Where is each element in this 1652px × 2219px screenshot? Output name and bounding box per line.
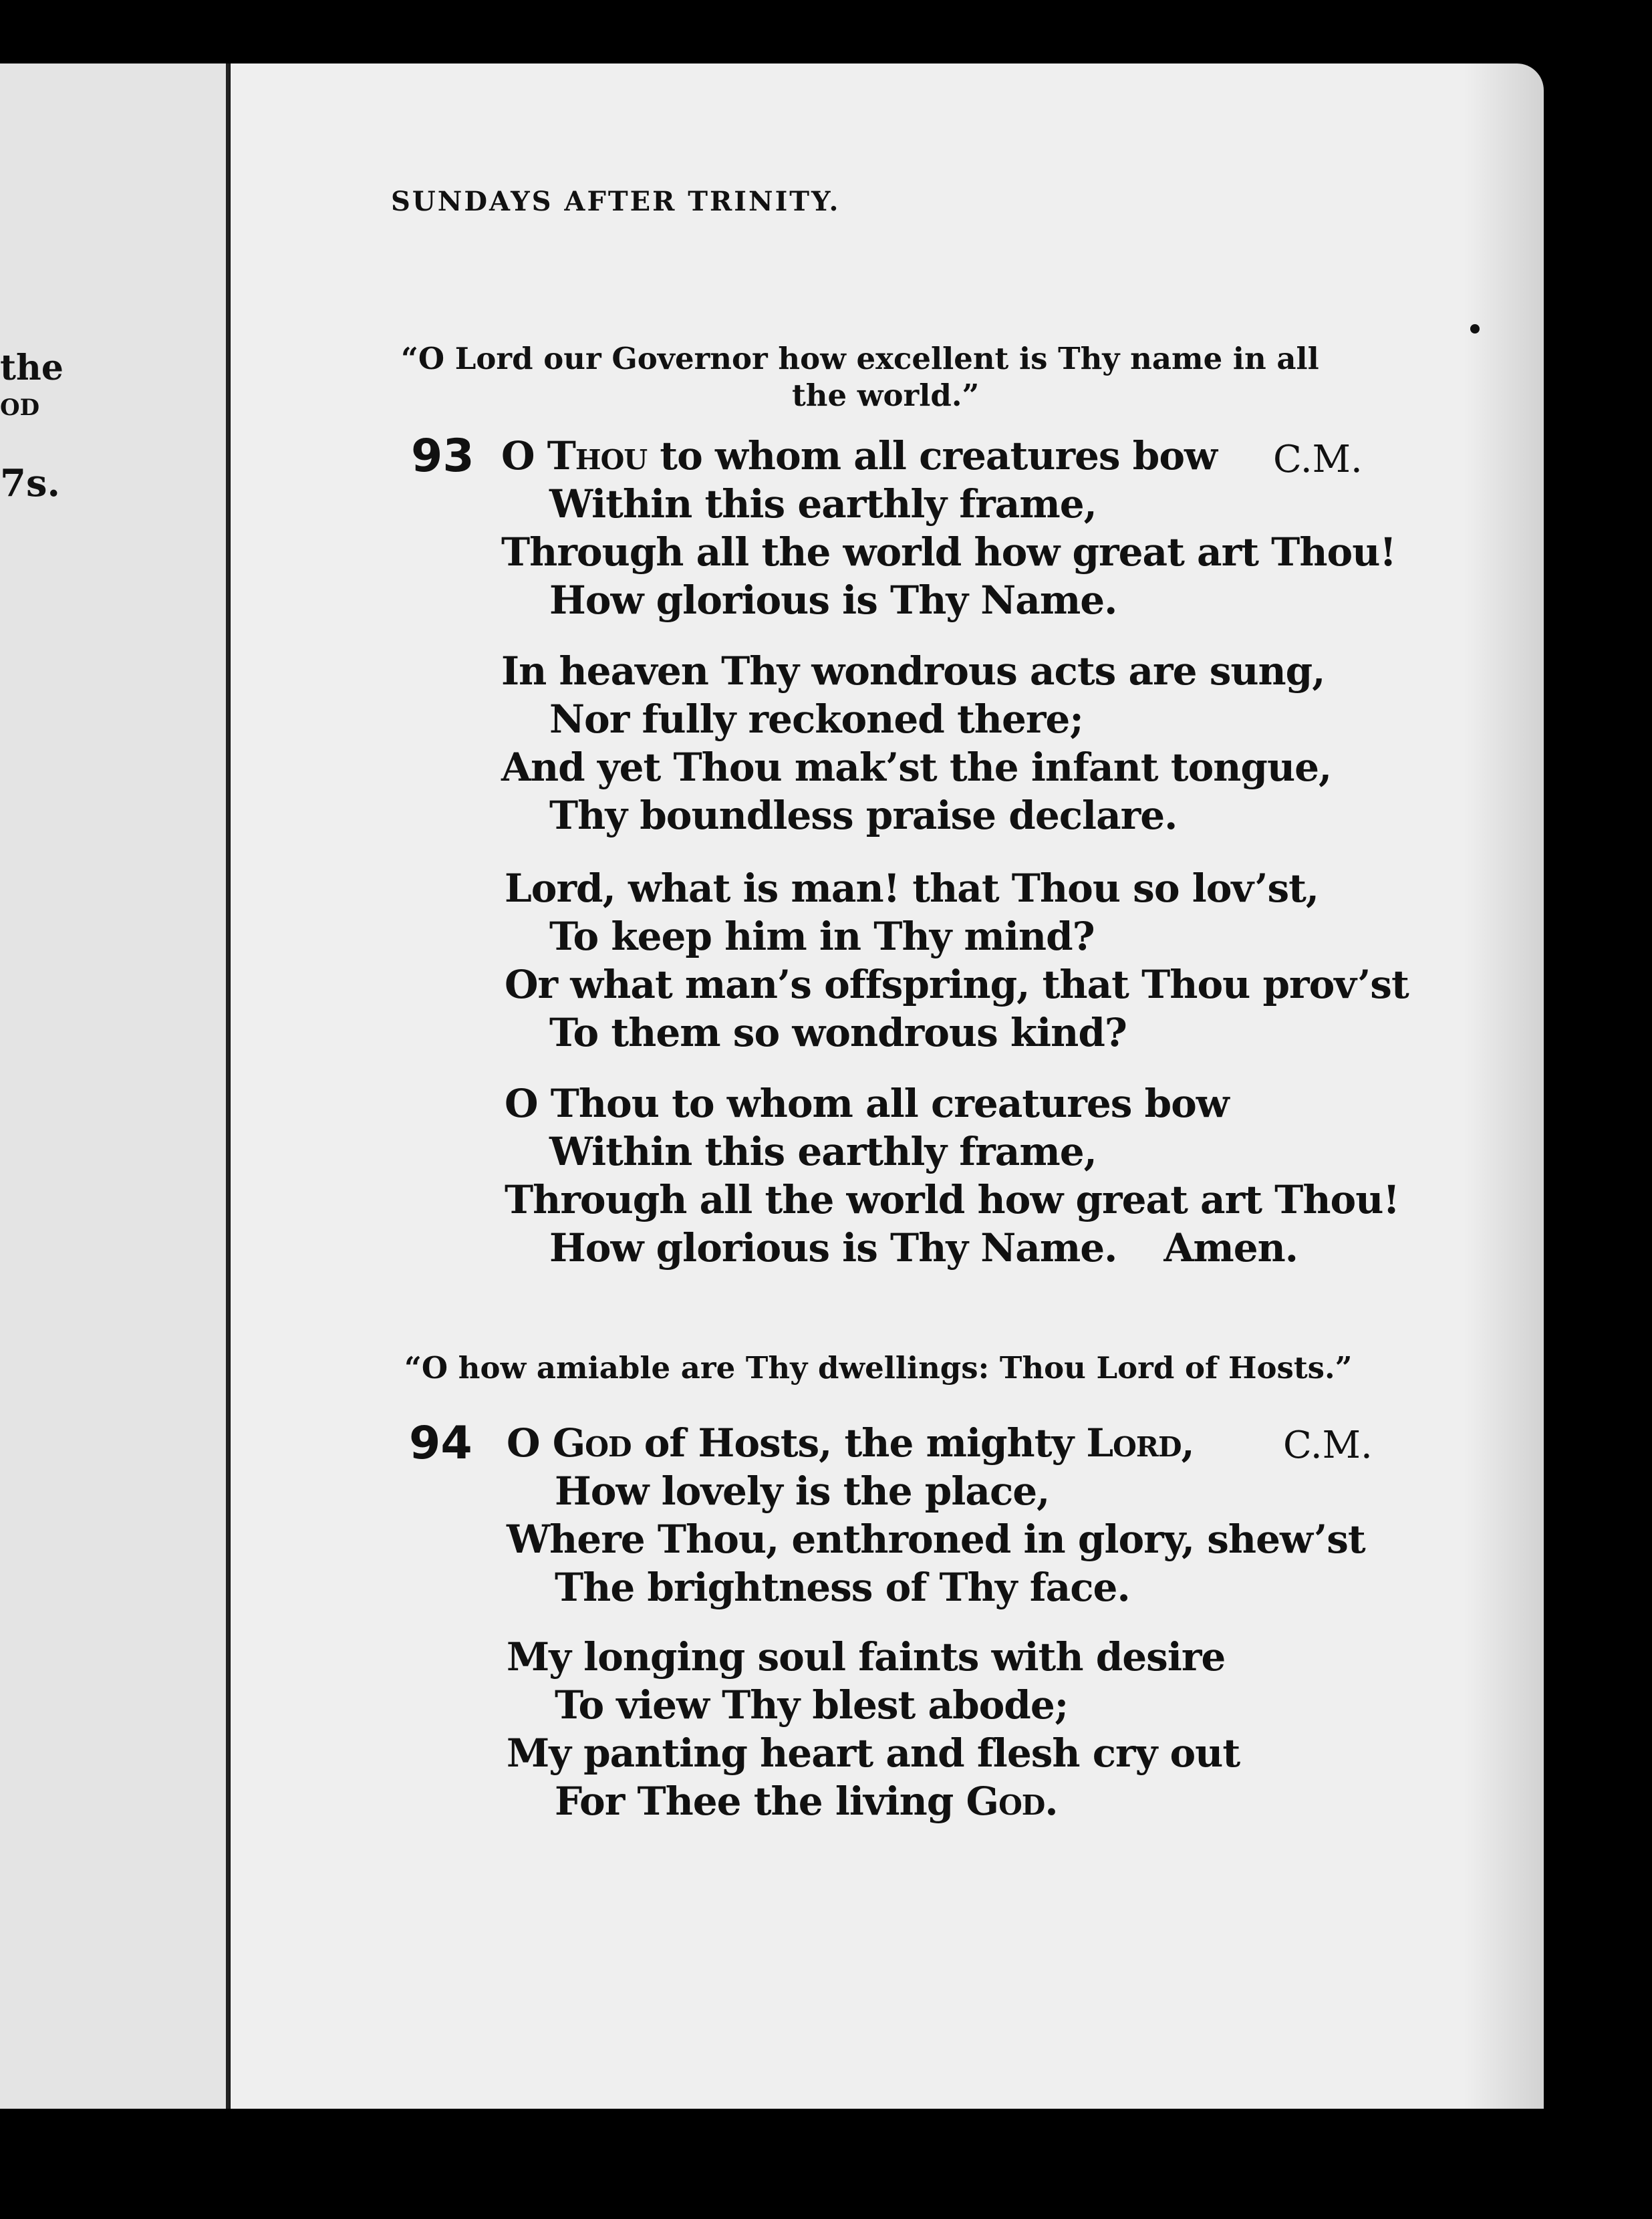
line-text: For Thee the living bbox=[555, 1779, 966, 1824]
verse-line bbox=[501, 433, 1217, 479]
line-text: O bbox=[507, 1420, 553, 1466]
verse-line: My longing soul faints with desire bbox=[507, 1634, 1226, 1680]
verse-line: Thy boundless praise declare. bbox=[549, 793, 1178, 838]
hymn-epigraph bbox=[404, 1350, 1353, 1386]
line-text: to whom all creatures bow bbox=[647, 433, 1217, 479]
verse-line: To view Thy blest abode; bbox=[555, 1682, 1069, 1728]
line-text: of Hosts, the mighty bbox=[631, 1420, 1087, 1466]
line-text: , bbox=[1181, 1420, 1194, 1466]
hymn-meter: C.M. bbox=[1273, 438, 1363, 481]
verse-line: Where Thou, enthroned in glory, shew’st bbox=[507, 1517, 1365, 1562]
verse-line: Nor fully reckoned there; bbox=[549, 696, 1083, 742]
small-caps-word: God bbox=[966, 1779, 1045, 1824]
verse-line: To them so wondrous kind? bbox=[549, 1010, 1127, 1055]
verse-line bbox=[507, 1420, 1194, 1466]
verse-line: Within this earthly frame, bbox=[549, 1129, 1097, 1174]
facing-page-fragment: OD bbox=[0, 394, 40, 421]
verse-line: Or what man’s offspring, that Thou prov’st bbox=[505, 962, 1409, 1007]
verse-line: In heaven Thy wondrous acts are sung, bbox=[501, 648, 1325, 694]
amen-text: Amen. bbox=[1163, 1225, 1298, 1271]
line-text: How glorious is Thy Name. bbox=[549, 1225, 1117, 1271]
verse-line: O Thou to whom all creatures bow bbox=[505, 1081, 1229, 1126]
verse-line: Through all the world how great art Thou! bbox=[501, 529, 1396, 575]
verse-line: Through all the world how great art Thou! bbox=[505, 1177, 1399, 1222]
facing-page-fragment: 7s. bbox=[0, 461, 60, 505]
speck bbox=[1470, 324, 1480, 334]
verse-line: To keep him in Thy mind? bbox=[549, 914, 1095, 959]
verse-line: The brightness of Thy face. bbox=[555, 1565, 1130, 1610]
facing-page-fragment: the bbox=[0, 348, 63, 388]
small-caps-word: God bbox=[552, 1420, 632, 1466]
running-head: SUNDAYS AFTER TRINITY. bbox=[391, 186, 841, 217]
small-caps-word: Thou bbox=[547, 433, 648, 479]
verse-line bbox=[555, 1779, 1058, 1824]
epigraph-line: the world.” bbox=[792, 378, 980, 413]
hymn-meter: C.M. bbox=[1283, 1424, 1373, 1467]
verse-line: Within this earthly frame, bbox=[549, 481, 1097, 527]
epigraph-line: “O how amiable are Thy dwellings: Thou Lord of Hosts.” bbox=[404, 1350, 1353, 1386]
verse-line: And yet Thou mak’st the infant tongue, bbox=[501, 745, 1332, 790]
line-text: . bbox=[1045, 1779, 1058, 1824]
hymn-number: 94 bbox=[409, 1417, 472, 1470]
verse-line: How glorious is Thy Name. bbox=[549, 577, 1117, 623]
epigraph-line: “O Lord our Governor how excellent is Thy name in all bbox=[401, 341, 1319, 376]
small-caps-word: Lord bbox=[1086, 1420, 1182, 1466]
page-edge-shadow bbox=[1464, 63, 1544, 2109]
verse-line: How lovely is the place, bbox=[555, 1468, 1050, 1514]
hymn-epigraph bbox=[792, 378, 979, 413]
verse-line bbox=[549, 1225, 1298, 1271]
line-text: O bbox=[501, 433, 547, 479]
hymn-number: 93 bbox=[411, 430, 474, 483]
verse-line: My panting heart and flesh cry out bbox=[507, 1730, 1240, 1776]
hymn-epigraph bbox=[401, 341, 1319, 376]
verse-line: Lord, what is man! that Thou so lov’st, bbox=[505, 866, 1319, 911]
facing-page bbox=[0, 63, 230, 2109]
